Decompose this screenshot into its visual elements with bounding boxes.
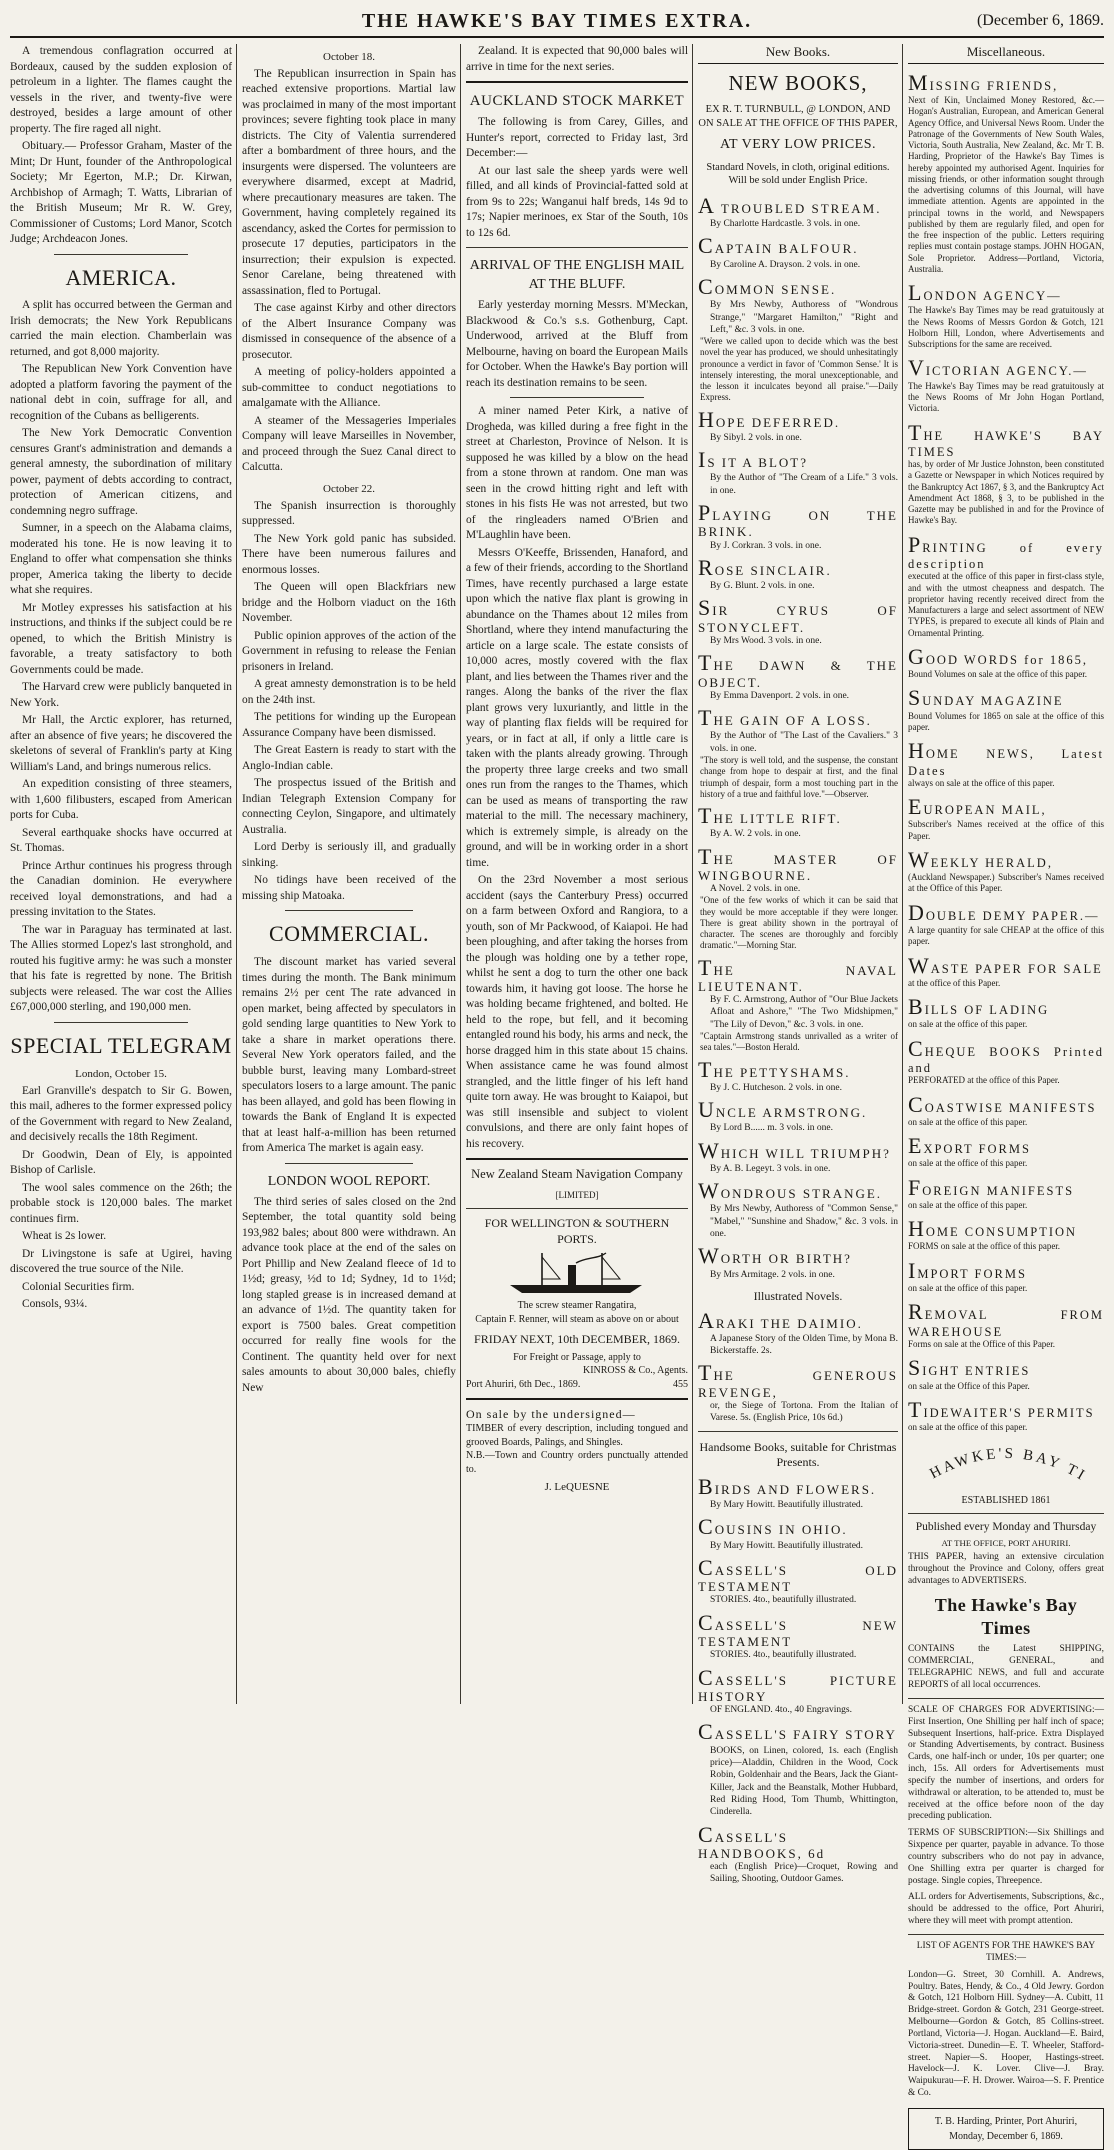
stock-market-article — [466, 115, 688, 241]
book-author: BOOKS, on Linen, colored, 1s. each (English price)—Aladdin, Children in the Wood, Cock Robin, Goldenhair and the Bears, Jack the Giant-Killer, Jack and the Beanstalk, Mother Hubbard, Red Riding Hood, Tom Thumb, Whittington, Cinderella. — [710, 1745, 898, 1818]
imprint-box — [908, 2108, 1104, 2150]
ad-body: on sale at the office of this paper. — [908, 1422, 1028, 1433]
book-author: each (English Price)—Croquet, Rowing and Sailing, Shooting, Outdoor Games. — [710, 1862, 898, 1885]
masthead — [10, 8, 1104, 38]
book-listing — [698, 1515, 898, 1552]
book-author: or, the Siege of Tortona. From the Italian of Varese. 5s. (English Price, 10s 6d.) — [710, 1400, 898, 1424]
ad-title: REMOVAL FROM WAREHOUSE — [908, 1299, 1104, 1339]
book-author: By Mrs Newby, Authoress of "Wondrous Strange," "Margaret Hamilton," "Right and Left," &c. 3 vols. in one. — [710, 300, 898, 335]
ad-body: on sale at the office of this paper. — [908, 1116, 1028, 1127]
this-paper-notice: THIS PAPER, having an extensive circulation throughout the Province and Colony, offers great advantages to ADVERTISERS. — [908, 1552, 1104, 1586]
book-author: By the Author of "The Last of the Cavaliers." 3 vols. in one. — [710, 731, 898, 754]
intro-paragraphs — [10, 44, 232, 248]
divider — [908, 1513, 1104, 1514]
ad-title: VICTORIAN AGENCY.— — [908, 355, 1088, 381]
divider — [466, 1208, 688, 1209]
book-listing — [698, 596, 898, 647]
book-title: A TROUBLED STREAM. — [698, 192, 882, 218]
classified-ad — [908, 1133, 1104, 1170]
paragraph: An expedition consisting of three steamers, with 1,600 filibusters, escaped from American ports for Cuba. — [10, 778, 232, 822]
paragraph: Colonial Securities firm. — [22, 1280, 135, 1293]
agents-list: London—G. Street, 30 Cornhill. A. Andrews, Poultry. Bates, Hendy, & Co., 4 Old Jewry. Gordon & Gotch, 121 Holborn Hill. Sydney—A. Cubitt, 11 Bridge-street. Gordon & Gotch, 231 George-street. Melbourne—Gordon & Gotch, 85 Collins-street. Portland, Victoria—J. Hogan. Auckland—E. Baird, Victoria-street. Dunedin—E. T. Wheeler, Stafford-street. Napier—S. Hooper, Hastings-street. Havelock—J. K. Lover. Clive—J. Bray. Waipukurau—F. H. Drower. Wairoa—S. F. Prentice & Co. — [908, 1969, 1104, 2099]
book-listing — [698, 408, 898, 445]
paragraph: A steamer of the Messageries Imperiales Company will leave Marseilles in November, and proceed through the Suez Canal direct to Calcutta. — [242, 414, 456, 474]
ad-body: Next of Kin, Unclaimed Money Restored, &c.—Hogan's Australian, European, and American General Agency Office, and Universal News Room. Under the Patronage of the Governments of New South Wales, Victoria, South Australia, New Zealand, &c. Mr T. B. Harding, Proprietor of the Hawke's Bay Times is hereby appointed my authorised Agent. Inquiries for missing friends, or other information sought through the advertising columns of this Journal, will have immediate attention. Agents are appointed in the principal towns in the world, and Newspapers published by them are regularly filed, and open for the free inspection of the public. Letters requiring replies must contain postage stamps. JOHN HOGAN, Sole Proprietor. Address—Portland, Victoria, Australia. — [908, 95, 1104, 274]
book-title: THE PETTYSHAMS. — [698, 1056, 851, 1082]
wool-report-heading: LONDON WOOL REPORT. — [267, 1173, 431, 1189]
book-author: By the Author of "The Cream of a Life." 3 vols. in one. — [710, 473, 898, 496]
paragraph: Messrs O'Keeffe, Brissenden, Hanaford, and a few of their friends, according to the Shortland Times, have recently purchased a large estate upon which the native flax plant is growing in abundance on the Thames about 12 miles from Shortland, where they intend manufacturing the article on a large scale. The estate consists of 10,000 acres, mostly covered with the flax plant, and lies between the Thames river and the ranges. Along the banks of the river the flax plant grows very luxuriantly, and little in the way of planting flax fields will be required for years, or in fact at all, if only a little care is taken with the plants already growing. Through the property three large creeks and two small ones run from the ranges to the Thames, which can be used as means of transporting the raw material to the mill. The necessary machinery, which is extremely simple, is already on the ground, and will be in working order in a short time. — [466, 546, 688, 869]
scale-of-charges: SCALE OF CHARGES FOR ADVERTISING:—First Insertion, One Shilling per half inch of space; Subsequent Insertions, half-price. Extra Displayed or Standing Advertisements, by contract. Business Cards, one half-inch or under, 10s per quarter; one inch, 15s. All orders for Advertisements must specify the number of insertions, and orders for withdrawal or alteration, to be attended to, must be received at the office before noon of the day preceding publication. — [908, 1704, 1104, 1822]
book-review: "Captain Armstrong stands unrivalled as a writer of sea tales."—Boston Herald. — [700, 1031, 898, 1053]
new-books-standard: Standard Novels, in cloth, original editions. Will be sold under English Price. — [706, 161, 890, 187]
book-listing — [698, 1058, 898, 1095]
ship-agent: KINROSS & Co., Agents. — [582, 1365, 688, 1377]
divider — [285, 910, 413, 911]
paragraph: The third series of sales closed on the 2nd September, the total quantity sold being 193,982 bales; about 800 were withdrawn. An advance took place at the end of the sales on Port Phillip and New Zealand fleece of 1d to 1½d; greasy, ½d to 1d; Sydney, 1d to 1½d; long stapled grease is in increased demand at an advance of 1½d. The quantity taken for export is 7500 bales. Great competition occurred for really fine wools for the Continent. The quantity held over for next sales amounts to about 30,000 bales, chiefly New — [242, 1195, 456, 1394]
commercial-heading: COMMERCIAL. — [268, 921, 430, 947]
terms-of-subscription: TERMS OF SUBSCRIPTION:—Six Shillings and Sixpence per quarter, payable in advance. To those country subscribers who do not pay in advance, One Shilling extra per quarter is charged for postage. Single copies, Threepence. — [908, 1828, 1104, 1886]
classified-ads — [908, 70, 1104, 1433]
ship-place: Port Ahuriri, 6th Dec., 1869. — [466, 1379, 581, 1390]
masthead-title: THE HAWKE'S BAY TIMES EXTRA. — [361, 10, 753, 32]
illustrated-novels-heading: Illustrated Novels. — [753, 1288, 843, 1303]
illustrated-list — [698, 1309, 898, 1425]
ad-body: The Hawke's Bay Times may be read gratuitously at the News Rooms of Messrs Gordon & Gotch, 121 Holborn Hill, London, where Advertisements and Subscriptions for the same are received. — [908, 305, 1104, 350]
paragraph: The Harvard crew were publicly banqueted in New York. — [10, 681, 232, 709]
america-heading: AMERICA. — [65, 264, 177, 290]
classified-ad — [908, 1092, 1104, 1129]
classified-ad — [908, 900, 1104, 948]
book-listing — [698, 275, 898, 404]
office-line: AT THE OFFICE, PORT AHURIRI. — [941, 1537, 1071, 1548]
book-title: SIR CYRUS OF STONYCLEFT. — [698, 595, 898, 635]
paragraph: Consols, 93¼. — [22, 1298, 88, 1311]
ad-title: MISSING FRIENDS, — [908, 69, 1059, 95]
paragraph: The Spanish insurrection is thoroughly suppressed. — [242, 499, 456, 528]
hawkes-bay-seal — [908, 1441, 1104, 1491]
book-author: By Lord B...... m. 3 vols. in one. — [710, 1123, 833, 1134]
nzsn-heading: New Zealand Steam Navigation Company — [471, 1167, 683, 1182]
book-title: CASSELL'S OLD TESTAMENT — [698, 1554, 898, 1595]
divider — [908, 1934, 1104, 1935]
book-title: ARAKI THE DAIMIO. — [698, 1307, 863, 1333]
ship-place-date — [466, 1378, 688, 1392]
book-title: CASSELL'S FAIRY STORY — [698, 1719, 897, 1745]
classified-ad — [908, 1258, 1104, 1295]
handsome-books-heading: Handsome Books, suitable for Christmas Presents. — [699, 1439, 897, 1470]
ad-body: on sale at the office of this paper. — [908, 1158, 1028, 1169]
imprint-printer: T. B. Harding, Printer, Port Ahuriri, — [934, 2115, 1078, 2127]
book-listing — [698, 651, 898, 702]
ad-title: SUNDAY MAGAZINE — [908, 685, 1064, 711]
book-title: THE NAVAL LIEUTENANT. — [698, 954, 898, 994]
continued-paragraph — [466, 44, 688, 75]
paragraph: Early yesterday morning Messrs. M'Meckan, Blackwood & Co.'s s.s. Gothenburg, Capt. Underwood, arrived at the Bluff from Melbourne, having on board the European Mails for October. When the Hawke's Bay portion will reach its destination remains to be seen. — [466, 299, 688, 389]
book-author: By Sibyl. 2 vols. in one. — [710, 432, 802, 443]
ad-title: HOME CONSUMPTION — [908, 1216, 1078, 1242]
classified-ad — [908, 420, 1104, 527]
ad-body: Forms on sale at the Office of this Paper. — [908, 1338, 1056, 1349]
paragraph: Several earthquake shocks have occurred at St. Thomas. — [10, 826, 232, 855]
new-books-header: New Books. — [698, 44, 898, 64]
ad-title: TIDEWAITER'S PERMITS — [908, 1396, 1095, 1422]
ad-title: DOUBLE DEMY PAPER.— — [908, 899, 1100, 925]
book-title: PLAYING ON THE BRINK. — [698, 500, 898, 540]
divider — [466, 81, 688, 83]
book-author: By F. C. Armstrong, Author of "Our Blue Jackets Afloat and Ashore," "The Two Midshipmen," "The Lily of Devon," &c. 3 vols. in one. — [710, 995, 898, 1030]
book-title: WORTH OR BIRTH? — [698, 1243, 852, 1269]
paragraph: The following is from Carey, Gilles, and Hunter's report, corrected to Friday last, 3rd December:— — [466, 116, 688, 160]
ad-title: EUROPEAN MAIL, — [908, 794, 1047, 820]
book-title: UNCLE ARMSTRONG. — [698, 1097, 868, 1123]
paragraph: A great amnesty demonstration is to be held on the 24th inst. — [242, 678, 456, 706]
book-author: By A. B. Legeyt. 3 vols. in one. — [710, 1163, 831, 1174]
classified-ad — [908, 847, 1104, 895]
america-article — [10, 298, 232, 1016]
book-author: By Caroline A. Drayson. 2 vols. in one. — [710, 259, 861, 270]
column-rule — [460, 44, 461, 1704]
book-listing — [698, 1823, 898, 1886]
book-title: HOPE DEFERRED. — [698, 406, 841, 432]
timber-note: N.B.—Town and Country orders punctually attended to. — [466, 1450, 688, 1475]
book-author: By J. Corkran. 3 vols. in one. — [710, 540, 822, 551]
book-listing — [698, 501, 898, 552]
stock-market-heading: AUCKLAND STOCK MARKET — [469, 93, 685, 109]
paragraph: The petitions for winding up the European Assurance Company have been dismissed. — [242, 711, 456, 739]
dateline-october-22: October 22. — [323, 482, 375, 495]
book-listing — [698, 1720, 898, 1818]
book-author: STORIES. 4to., beautifully illustrated. — [710, 1595, 857, 1606]
book-title: CASSELL'S PICTURE HISTORY — [698, 1664, 898, 1704]
column-4 — [698, 44, 898, 1885]
column-5 — [908, 44, 1104, 2142]
telegram-dateline: London, October 15. — [75, 1067, 167, 1080]
ad-title: EXPORT FORMS — [908, 1133, 1031, 1159]
book-author: STORIES. 4to., beautifully illustrated. — [710, 1650, 857, 1661]
paragraph: Lord Derby is seriously ill, and gradually sinking. — [242, 841, 456, 869]
book-review: "One of the few works of which it can be said that they would be more acceptable if they were longer. There is great ability shown in the portrayal of character. The scenes are thoroughly and forcibly dramatic."—Morning Star. — [700, 895, 898, 951]
paragraph: Sumner, in a speech on the Alabama claims, moderated his tone. He is now leaving it to England to offer what compensation she thinks proper, America taking the liberty to decide what she requires. — [10, 522, 232, 597]
ad-body: at the office of this Paper. — [908, 977, 1001, 988]
timber-heading: On sale by the undersigned— — [466, 1406, 636, 1421]
paragraph: A meeting of policy-holders appointed a sub-committee to conduct negotiations to amalgamate with the Alliance. — [242, 366, 456, 410]
paragraph: The Great Eastern is ready to start with the Anglo-Indian cable. — [242, 744, 456, 772]
ad-body: always on sale at the office of this paper. — [908, 777, 1055, 788]
ad-body: has, by order of Mr Justice Johnston, been constituted a Gazette or Newspaper in which Notices required by the Bankruptcy Act 1867, § 3, and the Bankruptcy Act Amendment Act 1868, § 3, to be published in the Gazette may be published in and for the Province of Hawke's Bay. — [908, 459, 1104, 526]
column-2 — [242, 44, 456, 1704]
paragraph: The Republican insurrection in Spain has reached extensive proportions. Martial law was proclaimed in many of the most important provinces; severe fighting took place in many districts. The City of Valentia surrendered after a bombardment of three hours, and the insurgents were dispersed. The volunteers are everywhere disarmed, except at Madrid, where precautionary measures are taken. The Government, having completely regained its ascendancy, asked the Cortes for permission to prosecute 17 deputies, participators in the insurrection; their expulsion is expected. Senor Carelane, being threatened with assassination, fled to Portugal. — [242, 67, 456, 297]
book-title: THE LITTLE RIFT. — [698, 803, 842, 829]
ad-body: executed at the office of this paper in first-class style, and with the utmost cheapness and despatch. The proprietor having recently received direct from the Manufacturers a large and select assortment of NEW TYPES, is prepared to execute all kinds of Plain and Ornamental Printing. — [908, 571, 1104, 638]
column-rule — [692, 44, 693, 1704]
ship-freight: For Freight or Passage, apply to — [513, 1351, 641, 1363]
paragraph: Mr Hall, the Arctic explorer, has returned, after an absence of five years; he discovered the skeletons of several of Franklin's party at King William's Land, and brings numerous relics. — [10, 714, 232, 773]
book-author: By Mrs Newby, Authoress of "Common Sense," "Mabel," "Sunshine and Shadow," &c. 3 vols. in one. — [710, 1204, 898, 1240]
paragraph: The wool sales commence on the 26th; the probable stock is 120,000 bales. The market continues firm. — [10, 1181, 232, 1225]
ad-title: WASTE PAPER FOR SALE — [908, 952, 1103, 978]
book-listing — [698, 1475, 898, 1512]
paragraph: Dr Goodwin, Dean of Ely, is appointed Bishop of Carlisle. — [10, 1148, 232, 1177]
special-telegram-heading: SPECIAL TELEGRAM — [10, 1032, 232, 1058]
paragraph: At our last sale the sheep yards were well filled, and all kinds of Provincial-fatted sold at from 9s to 22s; Wanganui half breds, 14s 9d to 17s; Napier merinoes, ex Star of the South, 10s to 12s 6d. — [466, 164, 688, 239]
book-title: THE MASTER OF WINGBOURNE. — [698, 843, 898, 883]
paragraph: The discount market has varied several times during the month. The Bank minimum remains 2½ per cent The rate advanced in open market, being affected by speculators in gold sending large quantities to New York to take a share in market operations there. Several New York operators failed, and the bubble burst, leaving many Lombard-street speculators losers to a large amount. The panic has been allayed, and gold has been flowing in towards the Bank of England It is expected that at least half-a-million has been returned from America The market is again easy. — [242, 956, 456, 1155]
paragraph: The New York Democratic Convention censures Grant's administration and demands a general amnesty, the subordination of military power, payment of debts according to contract, protection of American citizens, and condemning negro suffrage. — [10, 427, 232, 517]
book-author: By Mary Howitt. Beautifully illustrated. — [710, 1500, 864, 1510]
book-listing — [698, 956, 898, 1054]
ad-body: A large quantity for sale CHEAP at the office of this paper. — [908, 925, 1104, 947]
classified-ad — [908, 1355, 1104, 1392]
book-listing — [698, 1309, 898, 1358]
timber-description: TIMBER of every description, including tongued and grooved Boards, Palings, and Shingles. — [466, 1422, 688, 1448]
book-listing — [698, 706, 898, 800]
book-title: THE GAIN OF A LOSS. — [698, 705, 872, 731]
book-title: WONDROUS STRANGE. — [698, 1178, 883, 1204]
book-author: By A. W. 2 vols. in one. — [710, 829, 801, 840]
book-listing — [698, 1244, 898, 1281]
book-title: COUSINS IN OHIO. — [698, 1514, 848, 1540]
ad-title: WEEKLY HERALD, — [908, 846, 1053, 872]
divider — [510, 397, 643, 398]
divider — [54, 254, 187, 255]
new-books-title: NEW BOOKS, — [728, 70, 868, 95]
divider — [698, 1431, 898, 1432]
gothic-masthead: The Hawke's Bay Times — [934, 1594, 1078, 1639]
svg-text:THE HAWKE'S BAY TIMES — [911, 1441, 1089, 1486]
new-books-price-line: AT VERY LOW PRICES. — [719, 137, 876, 153]
column-rule — [902, 44, 903, 1704]
english-mail-article — [466, 298, 688, 391]
book-author: By Charlotte Hardcastle. 3 vols. in one. — [710, 219, 861, 230]
book-listing — [698, 1179, 898, 1240]
ship-departure-date: FRIDAY NEXT, 10th DECEMBER, 1869. — [474, 1331, 680, 1346]
ad-number: 455 — [673, 1379, 688, 1390]
english-mail-heading: ARRIVAL OF THE ENGLISH MAIL AT THE BLUFF. — [469, 258, 685, 293]
book-listing — [698, 234, 898, 271]
newspaper-page — [10, 8, 1104, 2142]
classified-ad — [908, 953, 1104, 990]
telegram-article — [10, 1084, 232, 1313]
classified-ad — [908, 1175, 1104, 1212]
established-line: ESTABLISHED 1861 — [961, 1494, 1051, 1506]
classified-ad — [908, 280, 1104, 350]
paragraph: A tremendous conflagration occurred at Bordeaux, caused by the sudden explosion of petroleum in a lighter. The flames caught the vessels in the river, and twenty-five were destroyed, besides a large amount of other property. The fire raged all night. — [10, 45, 232, 135]
book-title: CAPTAIN BALFOUR. — [698, 233, 859, 259]
ship-captain: Captain F. Renner, will steam as above on or about — [475, 1313, 679, 1325]
classified-ad — [908, 994, 1104, 1031]
book-author: By Emma Davenport. 2 vols. in one. — [710, 690, 850, 701]
classified-ad — [908, 1397, 1104, 1434]
paragraph: Zealand. It is expected that 90,000 bales will arrive in time for the next series. — [466, 45, 688, 73]
book-listing — [698, 448, 898, 497]
book-title: BIRDS AND FLOWERS. — [698, 1473, 877, 1499]
book-listing — [698, 804, 898, 841]
book-author: A Novel. 2 vols. in one. — [710, 884, 801, 895]
column-1 — [10, 44, 232, 1704]
paragraph: The case against Kirby and other directors of the Albert Insurance Company was dismissed in consequence of the absence of a prosecutor. — [242, 302, 456, 361]
paragraph: The Queen will open Blackfriars new bridge and the Holborn viaduct on the 16th November. — [242, 581, 456, 625]
paragraph: Obituary.— Professor Graham, Master of the Mint; Dr Hunt, founder of the Anthropological Society; Mr Egerton, M.P.; Dr. Kirwan, Archbishop of Armagh; T. Watts, Librarian of the British Museum; Mr R. W. Grey, Commissioner of Customs; Lord Manor, Scotch Judge; Archdeacon Jones. — [10, 140, 232, 245]
ad-title: IMPORT FORMS — [908, 1257, 1027, 1283]
paragraph: Prince Arthur continues his progress through the Canadian dominion. He everywhere received loyal demonstrations, and had a pressing invitation to the States. — [10, 859, 232, 919]
seal-arc-text — [911, 1441, 1101, 1487]
masthead-date: (December 6, 1869. — [976, 12, 1104, 29]
paragraph: Mr Motley expresses his satisfaction at his instructions, and thinks if the subject could be re opened, to which the British Ministry is favorable, a treaty satisfactory to both Governments could be made. — [10, 601, 232, 676]
dateline-october-18: October 18. — [323, 51, 375, 63]
wool-report-article — [242, 1195, 456, 1397]
book-title: IS IT A BLOT? — [698, 447, 809, 473]
ad-title: LONDON AGENCY— — [908, 280, 1062, 306]
book-listing — [698, 1556, 898, 1607]
book-review: "Were we called upon to decide which was the best novel the year has produced, we should unhesitatingly pronounce a verdict in favor of 'Common Sense.' It is intensely interesting, the moral unexceptionable, and the lesson it inculcates beyond all praise."—Daily Express. — [700, 336, 898, 403]
ad-title: BILLS OF LADING — [908, 994, 1050, 1020]
ad-title: SIGHT ENTRIES — [908, 1355, 1031, 1381]
ad-title: PRINTING of every description — [908, 531, 1104, 571]
book-title: CASSELL'S HANDBOOKS, 6d — [698, 1821, 826, 1861]
book-author: By G. Blunt. 2 vols. in one. — [710, 581, 815, 592]
ad-title: COASTWISE MANIFESTS — [908, 1091, 1097, 1117]
book-title: ROSE SINCLAIR. — [698, 554, 832, 580]
ad-body: PERFORATED at the office of this Paper. — [908, 1075, 1060, 1086]
ad-title: THE HAWKE'S BAY TIMES — [908, 419, 1104, 459]
classified-ad — [908, 685, 1104, 733]
imprint-date: Monday, December 6, 1869. — [949, 2130, 1063, 2142]
book-author: By Mrs Armitage. 2 vols. in one. — [710, 1269, 835, 1280]
agents-heading: LIST OF AGENTS FOR THE HAWKE'S BAY TIMES:— — [916, 1941, 1096, 1963]
ad-title: GOOD WORDS for 1865, — [908, 643, 1088, 669]
ad-body: Bound Volumes on sale at the office of this paper. — [908, 669, 1087, 680]
published-line: Published every Monday and Thursday — [915, 1520, 1097, 1533]
miscellaneous-header: Miscellaneous. — [908, 44, 1104, 64]
book-author: A Japanese Story of the Olden Time, by Mona B. Bickerstaffe. 2s. — [710, 1333, 898, 1357]
book-title: THE DAWN & THE OBJECT. — [698, 650, 898, 690]
paragraph: Earl Granville's despatch to Sir G. Bowen, this mail, adheres to the former expressed policy of the Government with regard to New Zealand, and decisively recalls the 18th Regiment. — [10, 1084, 232, 1144]
ad-body: The Hawke's Bay Times may be read gratuitously at the News Rooms of Mr John Hogan Portland, Victoria. — [908, 380, 1104, 414]
book-title: COMMON SENSE. — [698, 274, 837, 299]
ad-title: FOREIGN MANIFESTS — [908, 1174, 1075, 1200]
ad-body: (Auckland Newspaper.) Subscriber's Names received at the Office of this Paper. — [908, 872, 1104, 894]
book-author: By Mrs Wood. 3 vols. in one. — [710, 635, 822, 646]
paragraph: A split has occurred between the German and Irish democrats; the New York Republicans carried the main election. Chamberlain was returned, and got 8,000 majority. — [10, 299, 232, 358]
paragraph: The New York gold panic has subsided. There have been numerous failures and enormous losses. — [242, 532, 456, 576]
book-listing — [698, 1666, 898, 1717]
local-news — [466, 404, 688, 1152]
book-listing — [698, 1611, 898, 1662]
divider — [285, 1163, 413, 1164]
divider — [908, 1698, 1104, 1699]
contains-notice: CONTAINS the Latest SHIPPING, COMMERCIAL, GENERAL, and TELEGRAPHIC NEWS, and full and accurate REPORTS of all local occurrences. — [908, 1644, 1104, 1690]
paragraph: The war in Paraguay has terminated at last. The Allies stormed Lopez's last stronghold, and routed his fugitive army: he was such a monster that his fate is regretted by none. The British subjects were released. The war cost the Allies £67,000,000 sterling, and 190,000 men. — [10, 923, 232, 1014]
classified-ad — [908, 1036, 1104, 1087]
timber-signature: J. LeQUESNE — [544, 1481, 610, 1494]
paragraph: Wheat is 2s lower. — [22, 1230, 107, 1243]
classified-ad — [908, 1299, 1104, 1350]
book-listing — [698, 1361, 898, 1424]
ad-body: on sale at the Office of this Paper. — [908, 1380, 1030, 1391]
paragraph: The Republican New York Convention have adopted a platform favoring the payment of the national debt in coin, suffrage for all, and recognition of the Cubans as belligerents. — [10, 363, 232, 422]
book-listing — [698, 556, 898, 593]
ad-title: CHEQUE BOOKS Printed and — [908, 1035, 1104, 1075]
ports-heading: FOR WELLINGTON & SOUTHERN PORTS. — [484, 1215, 670, 1246]
book-title: THE GENEROUS REVENGE, — [698, 1360, 898, 1400]
book-title: CASSELL'S NEW TESTAMENT — [698, 1609, 898, 1649]
book-listing — [698, 845, 898, 952]
ad-body: FORMS on sale at the office of this paper. — [908, 1241, 1061, 1252]
classified-ad — [908, 70, 1104, 275]
ad-body: on sale at the office of this paper. — [908, 1199, 1028, 1210]
paragraph: Public opinion approves of the action of the Government in refusing to release the Fenian prisoners in Ireland. — [242, 629, 456, 673]
classified-ad — [908, 644, 1104, 681]
column-3 — [466, 44, 688, 1704]
divider — [466, 1398, 688, 1400]
seal-arc-label: HAWKE'S BAY TI — [927, 1446, 1090, 1486]
paragraph: The prospectus issued of the British and Indian Telegraph Extension Company for connecting Ceylon, Singapore, and ultimately Australia. — [242, 777, 456, 836]
column-rule — [236, 44, 237, 1704]
book-review: "The story is well told, and the suspense, the constant change from hope to despair at first, and the final triumph of despair, form a most touching part in the history of a true and faithful love."—Observer. — [700, 755, 898, 799]
book-title: WHICH WILL TRIUMPH? — [698, 1137, 891, 1163]
steamer-ship-icon — [502, 1249, 652, 1297]
spain-article — [242, 67, 456, 476]
divider — [54, 1022, 187, 1023]
book-author: By Mary Howitt. Beautifully illustrated. — [710, 1540, 864, 1551]
paragraph: No tidings have been received of the missing ship Matoaka. — [242, 874, 456, 902]
ad-body: on sale at the office of this paper. — [908, 1019, 1028, 1030]
book-author: By J. C. Hutcheson. 2 vols. in one. — [710, 1082, 842, 1093]
ad-body: Bound Volumes for 1865 on sale at the office of this paper. — [908, 710, 1104, 732]
classified-ad — [908, 738, 1104, 789]
ship-name: The screw steamer Rangatira, — [517, 1300, 637, 1312]
book-list — [698, 194, 898, 1281]
ad-body: on sale at the office of this paper. — [908, 1283, 1028, 1294]
classified-ad — [908, 355, 1104, 414]
book-listing — [698, 1098, 898, 1135]
ad-title: HOME NEWS, Latest Dates — [908, 738, 1104, 778]
commercial-article — [242, 955, 456, 1157]
all-orders-notice: ALL orders for Advertisements, Subscriptions, &c., should be addressed to the office, Port Ahuriri, where they will meet with prompt attention. — [908, 1892, 1104, 1927]
ad-body: Subscriber's Names received at the office of this Paper. — [908, 819, 1104, 841]
handsome-list — [698, 1475, 898, 1886]
classified-ad — [908, 532, 1104, 639]
divider — [466, 247, 688, 248]
book-author: OF ENGLAND. 4to., 40 Engravings. — [710, 1705, 852, 1716]
classified-ad — [908, 1216, 1104, 1253]
october-22-article — [242, 499, 456, 905]
divider — [466, 1158, 688, 1160]
book-listing — [698, 194, 898, 231]
classified-ad — [908, 794, 1104, 842]
paragraph: On the 23rd November a most serious accident (says the Canterbury Press) occurred on a farm between Oxford and Rangiora, to a youth, son of Mr Packwood, of Kaiapoi. He had been ploughing, and after taking the horses from the plough was holding one by a tether rope, whilst he sent a dog to turn the other one back towards him, it having got loose. The horse he was holding became frightened, and bolted. He held to the rope, but fell, and it becoming entangled round his body, his arms and neck, the horse dragged him in this state about 15 chains. When assistance came he was found almost strangled, and the little finger of his left hand quite torn away. He was brought to Kaiapoi, but was still insensible and subject to violent convulsions, and there are only faint hopes of his recovery. — [466, 874, 688, 1150]
book-listing — [698, 1139, 898, 1176]
paragraph: A miner named Peter Kirk, a native of Drogheda, was killed during a free fight in the street at Charleston, Province of Nelson. It is supposed he was killed by a blow on the head from a stone thrown at random. One man was seen in the crowd hitting right and left with stones in his fists He was not arrested, but two of the ringleaders named O'Brien and M'Laughlin have been. — [466, 405, 688, 542]
nzsn-limited: [LIMITED] — [555, 1190, 599, 1201]
paragraph: Dr Livingstone is safe at Ugirei, having discovered the true source of the Nile. — [10, 1247, 232, 1276]
new-books-lead: EX R. T. TURNBULL, @ LONDON, AND ON SALE AT THE OFFICE OF THIS PAPER, — [698, 104, 898, 129]
